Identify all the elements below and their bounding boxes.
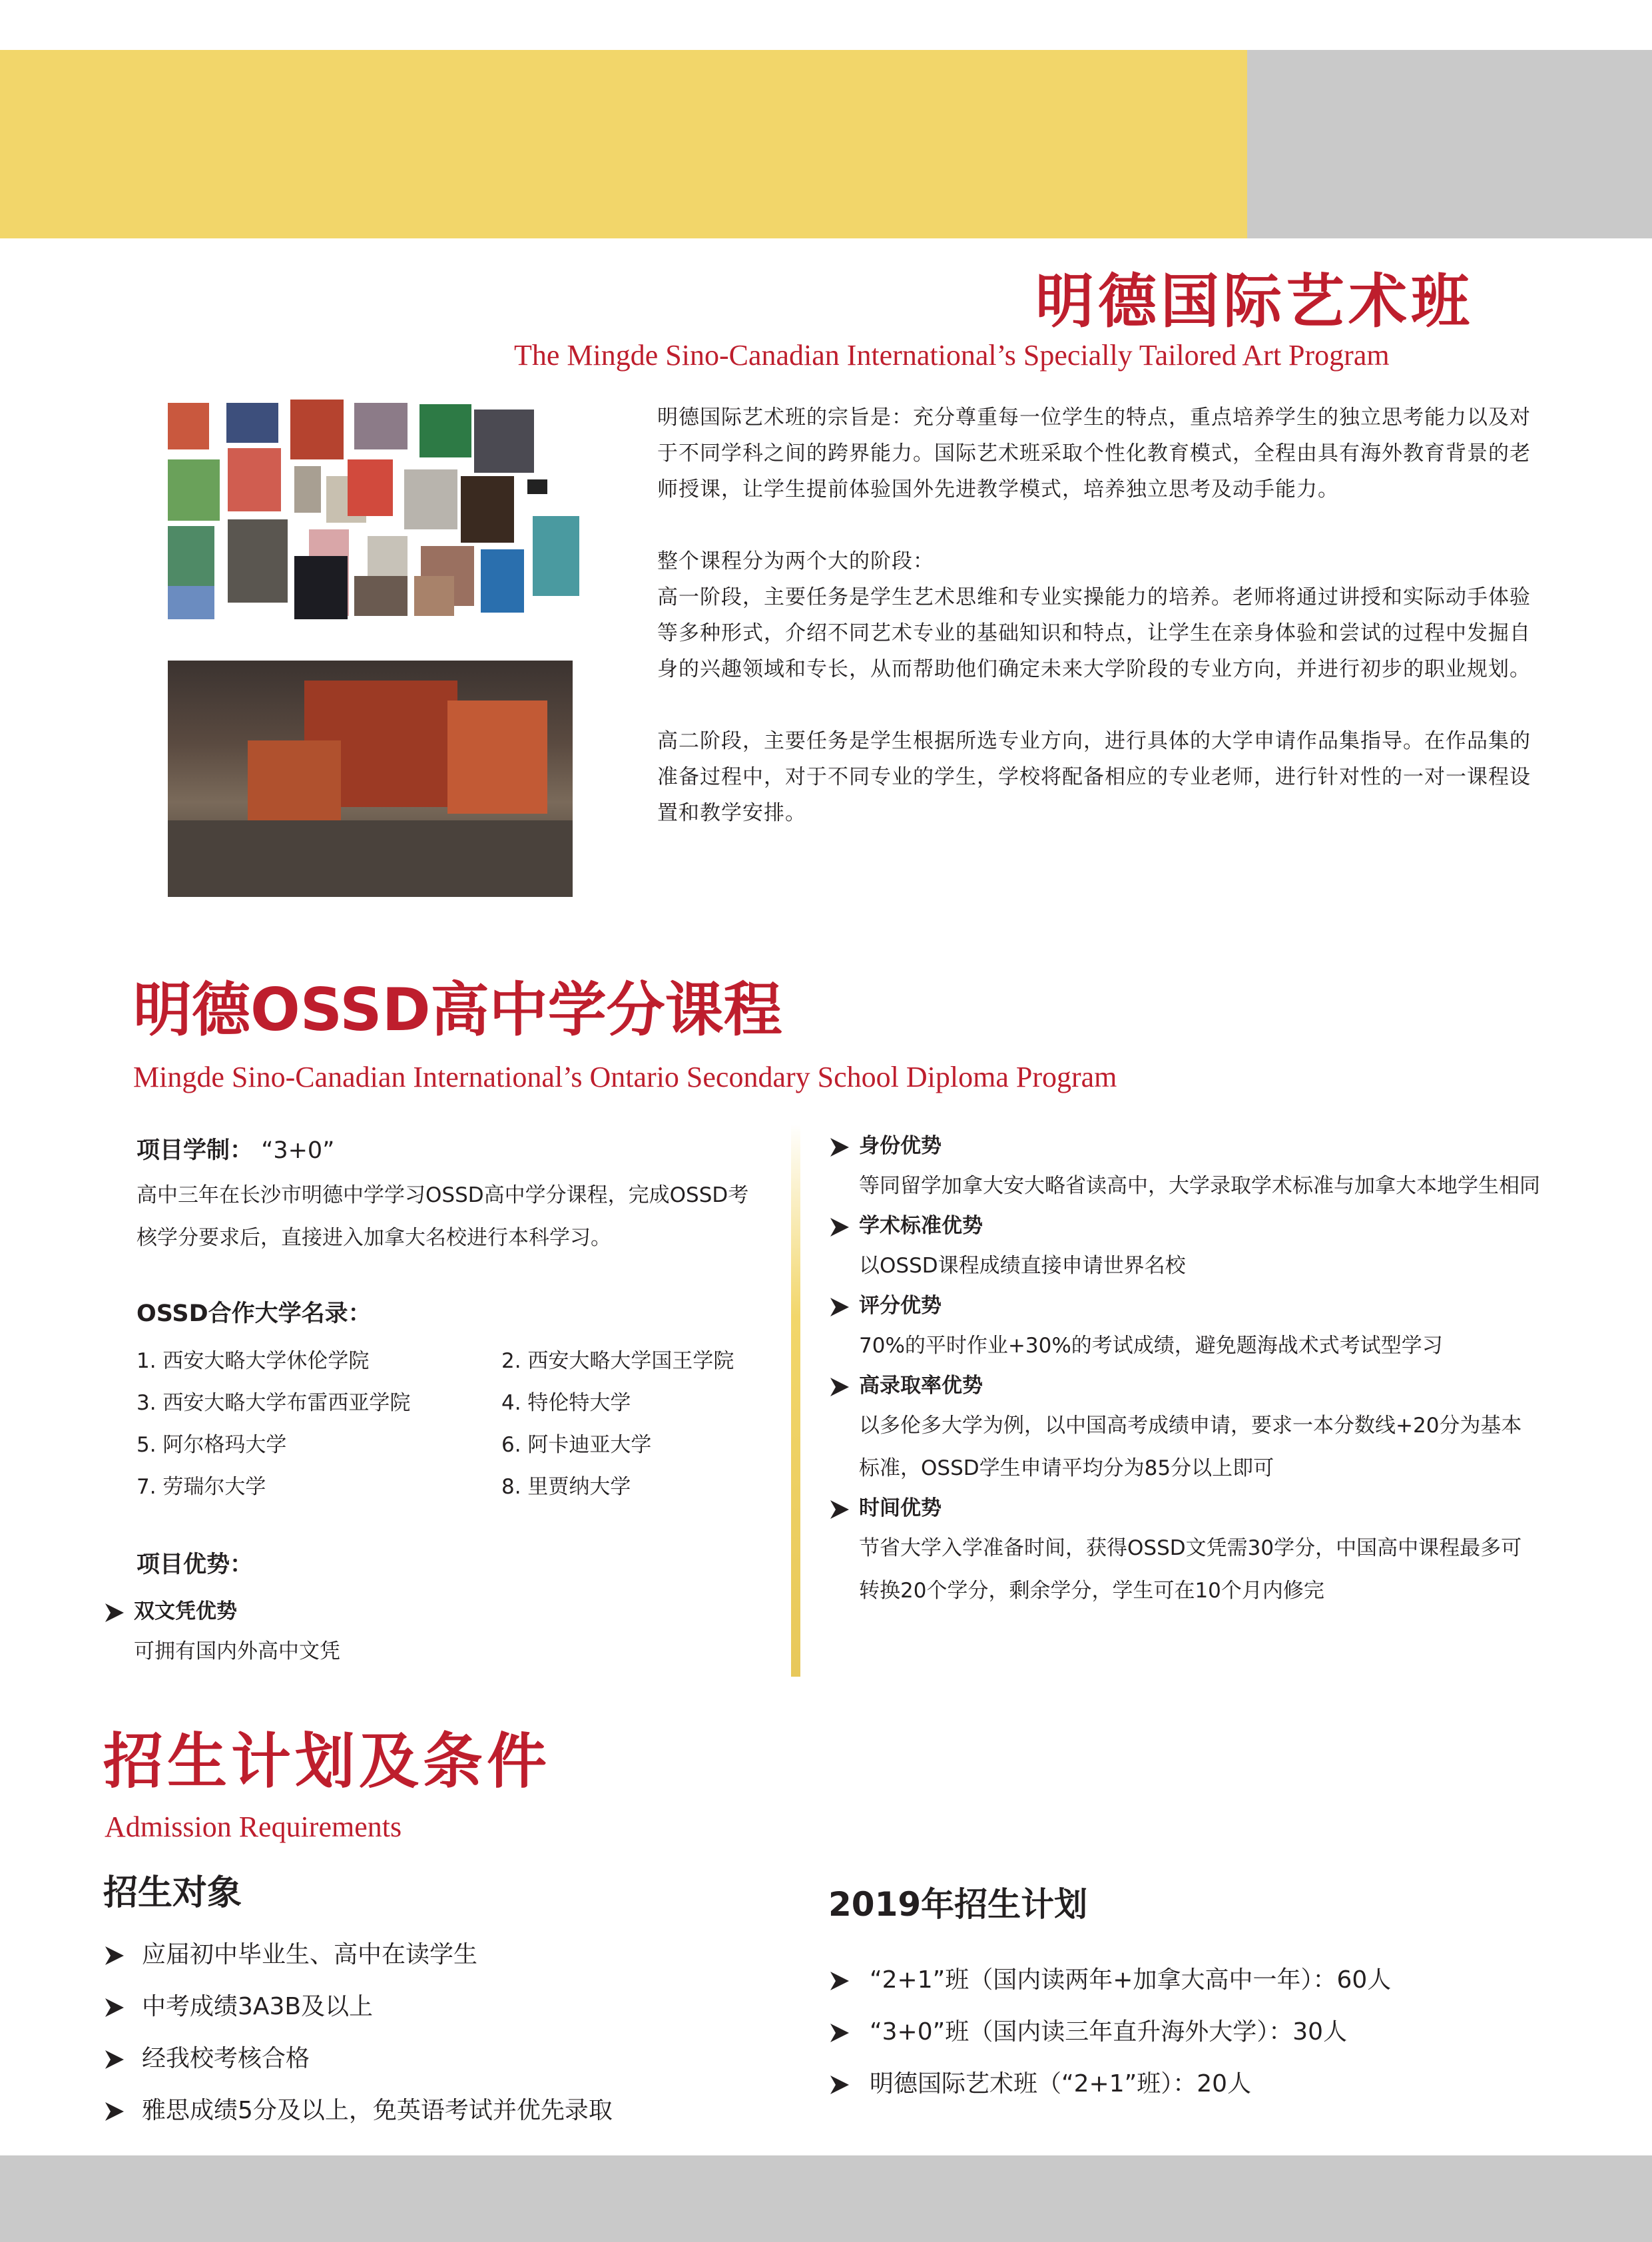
- enrollment-plan-heading: 2019年招生计划: [828, 1885, 1088, 1924]
- advantage-item: [103, 1593, 702, 1673]
- artwork-thumbnail: [294, 466, 321, 513]
- list-item: [103, 2085, 769, 2137]
- footer-band-grey: [0, 2155, 1652, 2242]
- art-paragraph-stage-two: 高二阶段，主要任务是学生根据所选专业方向，进行具体的大学申请作品集指导。在作品集的准备过程中，对于不同专业的学生，学校将配备相应的专业老师，进行针对性的一对一课程设置和教学安排。: [657, 729, 1531, 825]
- university-item: 3. 西安大略大学布雷西亚学院: [137, 1391, 411, 1415]
- artwork-thumbnail: [527, 479, 547, 494]
- list-item: [103, 1929, 769, 1981]
- advantage-heading: 身份优势: [859, 1134, 942, 1158]
- artwork-thumbnail: [419, 404, 471, 457]
- artwork-thumbnail: [354, 576, 408, 616]
- arrow-right-icon: [828, 2074, 851, 2096]
- advantage-item: [828, 1127, 1541, 1207]
- list-item-text: 经我校考核合格: [142, 2045, 310, 2072]
- list-item-text: 应届初中毕业生、高中在读学生: [142, 1941, 478, 1968]
- list-item-text: 明德国际艺术班（“2+1”班）：20人: [870, 2070, 1252, 2098]
- ossd-section-subtitle: Mingde Sino-Canadian International’s Ontario Secondary School Diploma Program: [133, 1061, 1117, 1093]
- advantage-item: [828, 1490, 1541, 1612]
- university-item: 5. 阿尔格玛大学: [137, 1433, 287, 1457]
- advantage-description: 以OSSD课程成绩直接申请世界名校: [859, 1254, 1186, 1278]
- list-item-text: 中考成绩3A3B及以上: [142, 1993, 374, 2020]
- advantage-heading: 时间优势: [859, 1496, 942, 1520]
- artwork-thumbnail: [354, 403, 408, 449]
- arrow-right-icon: [828, 2022, 851, 2044]
- artwork-thumbnail: [348, 459, 393, 516]
- university-item: 8. 里贾纳大学: [501, 1475, 631, 1499]
- advantage-item: [828, 1287, 1541, 1367]
- advantage-heading: 双文凭优势: [134, 1599, 237, 1623]
- art-studio-photo: [168, 661, 573, 897]
- advantage-heading: 评分优势: [859, 1294, 942, 1318]
- artwork-thumbnail: [461, 476, 514, 543]
- arrow-right-icon: [103, 1944, 126, 1967]
- art-section-subtitle: The Mingde Sino-Canadian International’s Specially Tailored Art Program: [514, 339, 1390, 372]
- advantage-description: 以多伦多大学为例，以中国高考成绩申请，要求一本分数线+20分为基本标准，OSSD学生申请平均分为85分以上即可: [859, 1414, 1522, 1480]
- advantage-heading-row: [828, 1127, 1541, 1165]
- art-paragraph-intro: 明德国际艺术班的宗旨是：充分尊重每一位学生的特点，重点培养学生的独立思考能力以及对于不同学科之间的跨界能力。国际艺术班采取个性化教育模式，全程由具有海外教育背景的老师授课，让学生提前体验国外先进教学模式，培养独立思考及动手能力。: [657, 406, 1531, 501]
- artwork-thumbnail: [168, 586, 214, 619]
- list-item: [103, 1981, 769, 2033]
- advantage-heading: 高录取率优势: [859, 1374, 983, 1398]
- list-item: [828, 2006, 1561, 2058]
- arrow-right-icon: [103, 2100, 126, 2123]
- admission-section-subtitle: Admission Requirements: [105, 1811, 402, 1843]
- artwork-thumbnail: [168, 403, 209, 449]
- arrow-right-icon: [103, 1996, 126, 2019]
- advantage-heading: 学术标准优势: [859, 1214, 983, 1238]
- advantage-item: [828, 1207, 1541, 1287]
- list-item-text: “2+1”班（国内读两年+加拿大高中一年）：60人: [870, 1966, 1392, 1994]
- art-description: [657, 400, 1531, 831]
- list-item-text: “3+0”班（国内读三年直升海外大学）：30人: [870, 2018, 1348, 2046]
- column-divider: [791, 1124, 800, 1677]
- artwork-thumbnail: [474, 410, 534, 473]
- list-item: [103, 2033, 769, 2085]
- advantage-description: 70%的平时作业+30%的考试成绩，避免题海战术式考试型学习: [859, 1334, 1443, 1358]
- art-paragraph-stage-one: 整个课程分为两个大的阶段： 高一阶段，主要任务是学生艺术思维和专业实操能力的培养。老师将通过讲授和实际动手体验等多种形式，介绍不同艺术专业的基础知识和特点，让学生在亲身体验和尝试的过程中发掘自身的兴趣领域和专长，从而帮助他们确定未来大学阶段的专业方向，并进行初步的职业规划。: [657, 549, 1531, 681]
- artwork-thumbnail: [228, 519, 288, 603]
- arrow-right-icon: [828, 1216, 851, 1239]
- advantage-heading-row: [103, 1593, 702, 1630]
- advantage-item: [828, 1367, 1541, 1490]
- program-system-label: 项目学制：: [137, 1137, 254, 1164]
- arrow-right-icon: [828, 1376, 851, 1398]
- admission-target-heading: 招生对象: [103, 1873, 242, 1913]
- advantage-heading-row: [828, 1287, 1541, 1324]
- admission-target-list: [103, 1929, 769, 2137]
- program-system-value: “3+0”: [261, 1137, 335, 1164]
- artwork-thumbnail: [226, 403, 278, 443]
- list-item: [828, 2058, 1561, 2110]
- arrow-right-icon: [828, 1498, 851, 1521]
- university-item: 1. 西安大略大学休伦学院: [137, 1349, 370, 1373]
- arrow-right-icon: [103, 2048, 126, 2071]
- advantages-list-right: [828, 1127, 1541, 1612]
- program-advantages-heading: 项目优势：: [137, 1551, 254, 1578]
- arrow-right-icon: [828, 1970, 851, 1992]
- artwork-thumbnail: [228, 448, 281, 511]
- university-item: 2. 西安大略大学国王学院: [501, 1349, 734, 1373]
- ossd-section-title: 明德OSSD高中学分课程: [133, 976, 782, 1044]
- advantage-description: 节省大学入学准备时间，获得OSSD文凭需30学分，中国高中课程最多可转换20个学分，剩余学分，学生可在10个月内修完: [859, 1536, 1522, 1603]
- university-item: 7. 劳瑞尔大学: [137, 1475, 266, 1499]
- university-item: 4. 特伦特大学: [501, 1391, 631, 1415]
- advantage-heading-row: [828, 1490, 1541, 1527]
- list-item-text: 雅思成绩5分及以上，免英语考试并优先录取: [142, 2097, 613, 2124]
- header-band-grey: [1247, 50, 1652, 238]
- artwork-thumbnail: [294, 556, 348, 619]
- artwork-thumbnail: [414, 576, 454, 616]
- partner-universities-list: [137, 1345, 768, 1504]
- arrow-right-icon: [828, 1296, 851, 1318]
- advantage-description: 等同留学加拿大安大略省读高中，大学录取学术标准与加拿大本地学生相同: [859, 1174, 1540, 1198]
- header-band-yellow: [0, 50, 1247, 238]
- advantage-description: 可拥有国内外高中文凭: [134, 1639, 340, 1663]
- arrow-right-icon: [103, 1601, 126, 1624]
- artwork-thumbnail: [168, 459, 220, 521]
- art-section-title: 明德国际艺术班: [1035, 267, 1474, 336]
- artwork-thumbnail: [290, 400, 344, 459]
- advantage-heading-row: [828, 1207, 1541, 1245]
- artwork-thumbnail: [404, 469, 457, 529]
- list-item: [828, 1954, 1561, 2006]
- partner-universities-heading: OSSD合作大学名录：: [137, 1300, 372, 1327]
- admission-section-title: 招生计划及条件: [103, 1727, 551, 1797]
- arrow-right-icon: [828, 1136, 851, 1159]
- program-system-description: 高中三年在长沙市明德中学学习OSSD高中学分课程，完成OSSD考核学分要求后，直接进入加拿大名校进行本科学习。: [137, 1183, 749, 1250]
- enrollment-plan-list: [828, 1954, 1561, 2110]
- artwork-collage-image: [168, 396, 581, 629]
- university-item: 6. 阿卡迪亚大学: [501, 1433, 652, 1457]
- artwork-thumbnail: [533, 516, 579, 596]
- advantage-heading-row: [828, 1367, 1541, 1404]
- artwork-thumbnail: [481, 549, 524, 613]
- program-system-heading: [137, 1132, 334, 1165]
